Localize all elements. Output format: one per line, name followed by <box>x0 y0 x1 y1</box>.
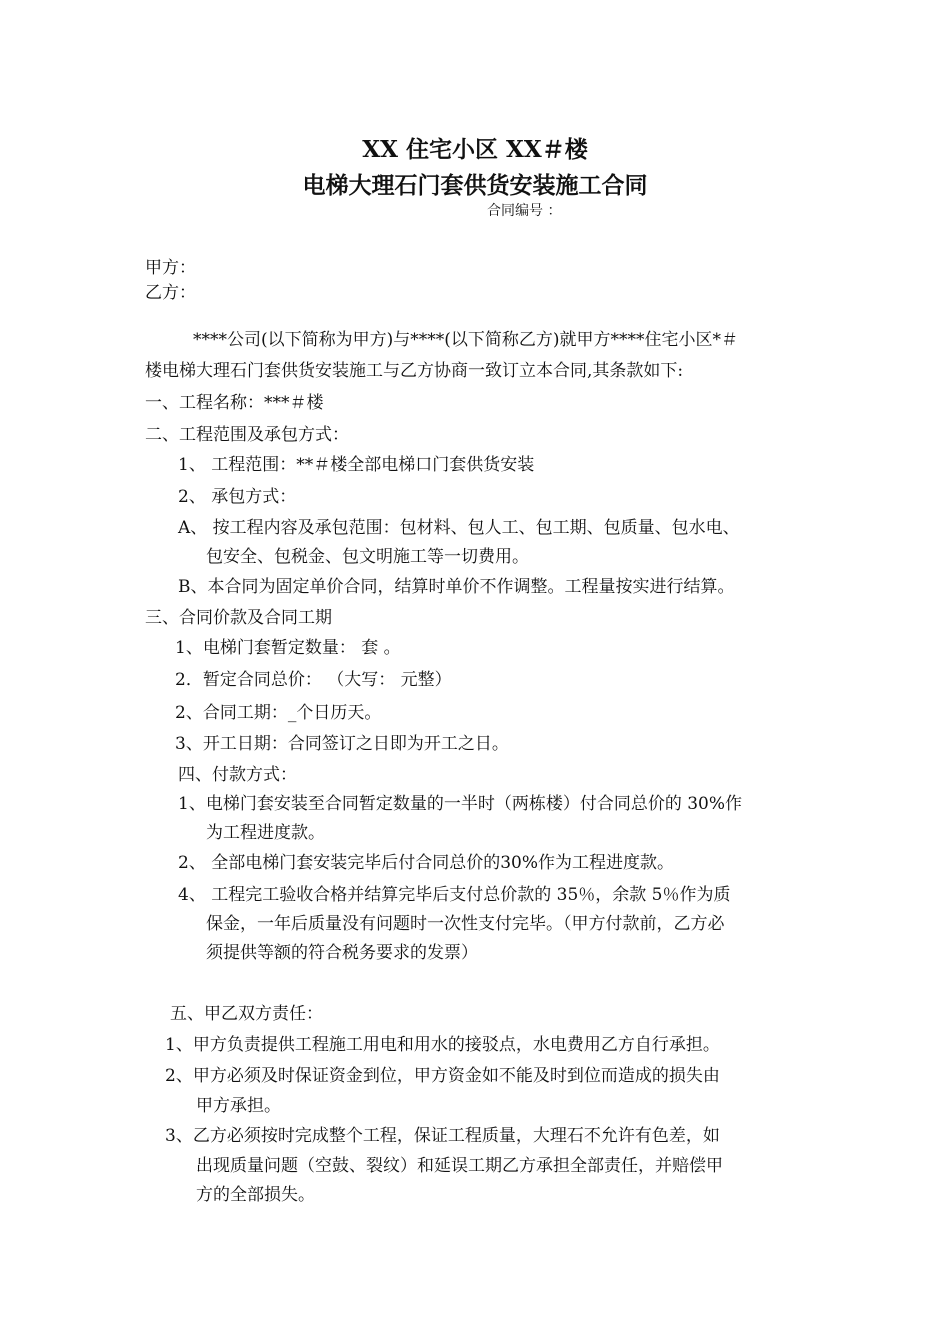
party-b-label: 乙方： <box>145 283 196 303</box>
section-2-item-a-line-1: A、 按工程内容及承包范围：包材料、包人工、包工期、包质量、包水电、 <box>178 518 740 538</box>
section-4-item-4-line-3: 须提供等额的符合税务要求的发票） <box>206 943 478 963</box>
section-3-item-3: 2、合同工期：_个日历天。 <box>175 703 382 723</box>
section-2-item-a-line-2: 包安全、包税金、包文明施工等一切费用。 <box>206 547 529 567</box>
contract-number-label: 合同编号 ： <box>487 203 562 219</box>
section-3-heading: 三、合同价款及合同工期 <box>145 608 332 628</box>
section-5-item-3-line-2: 出现质量问题（空鼓、裂纹）和延误工期乙方承担全部责任，并赔偿甲 <box>196 1156 723 1176</box>
section-4-item-4-line-2: 保金，一年后质量没有问题时一次性支付完毕。（甲方付款前，乙方必 <box>206 914 725 934</box>
title-line-2: 电梯大理石门套供货安装施工合同 <box>302 172 648 199</box>
section-5-heading: 五、甲乙双方责任： <box>170 1004 323 1024</box>
section-3-item-2: 2．暂定合同总价： （大写： 元整） <box>175 670 452 690</box>
title-line-1: XX 住宅小区 XX＃楼 <box>362 136 588 163</box>
section-5-item-3-line-3: 方的全部损失。 <box>196 1185 315 1205</box>
section-4-item-2: 2、 全部电梯门套安装完毕后付合同总价的30%作为工程进度款。 <box>178 853 675 873</box>
intro-line-1: ****公司(以下简称为甲方)与****(以下简称乙方)就甲方****住宅小区*＃ <box>193 330 739 350</box>
intro-line-2: 楼电梯大理石门套供货安装施工与乙方协商一致订立本合同,其条款如下: <box>145 361 684 381</box>
section-4-item-1-line-1: 1、电梯门套安装至合同暂定数量的一半时（两栋楼）付合同总价的 30%作 <box>178 794 743 814</box>
section-2-heading: 二、工程范围及承包方式： <box>145 425 349 445</box>
section-3-item-4: 3、开工日期：合同签订之日即为开工之日。 <box>175 734 509 754</box>
section-4-item-4-line-1: 4、 工程完工验收合格并结算完毕后支付总价款的 35％，余款 5％作为质 <box>178 885 731 905</box>
section-3-item-1: 1、电梯门套暂定数量： 套 。 <box>175 638 401 658</box>
section-4-heading: 四、付款方式： <box>178 765 297 785</box>
party-a-label: 甲方： <box>145 258 196 278</box>
section-5-item-1: 1、甲方负责提供工程施工用电和用水的接驳点，水电费用乙方自行承担。 <box>165 1035 720 1055</box>
section-1-project-name: 一、工程名称：***＃楼 <box>145 393 324 413</box>
section-2-item-1: 1、 工程范围：**＃楼全部电梯口门套供货安装 <box>178 455 535 475</box>
section-5-item-2-line-2: 甲方承担。 <box>196 1096 281 1116</box>
section-4-item-1-line-2: 为工程进度款。 <box>206 823 325 843</box>
section-5-item-2-line-1: 2、甲方必须及时保证资金到位，甲方资金如不能及时到位而造成的损失由 <box>165 1066 720 1086</box>
section-5-item-3-line-1: 3、乙方必须按时完成整个工程，保证工程质量，大理石不允许有色差，如 <box>165 1126 720 1146</box>
section-2-item-2: 2、 承包方式： <box>178 487 297 507</box>
section-2-item-b: B、本合同为固定单价合同，结算时单价不作调整。工程量按实进行结算。 <box>178 577 735 597</box>
